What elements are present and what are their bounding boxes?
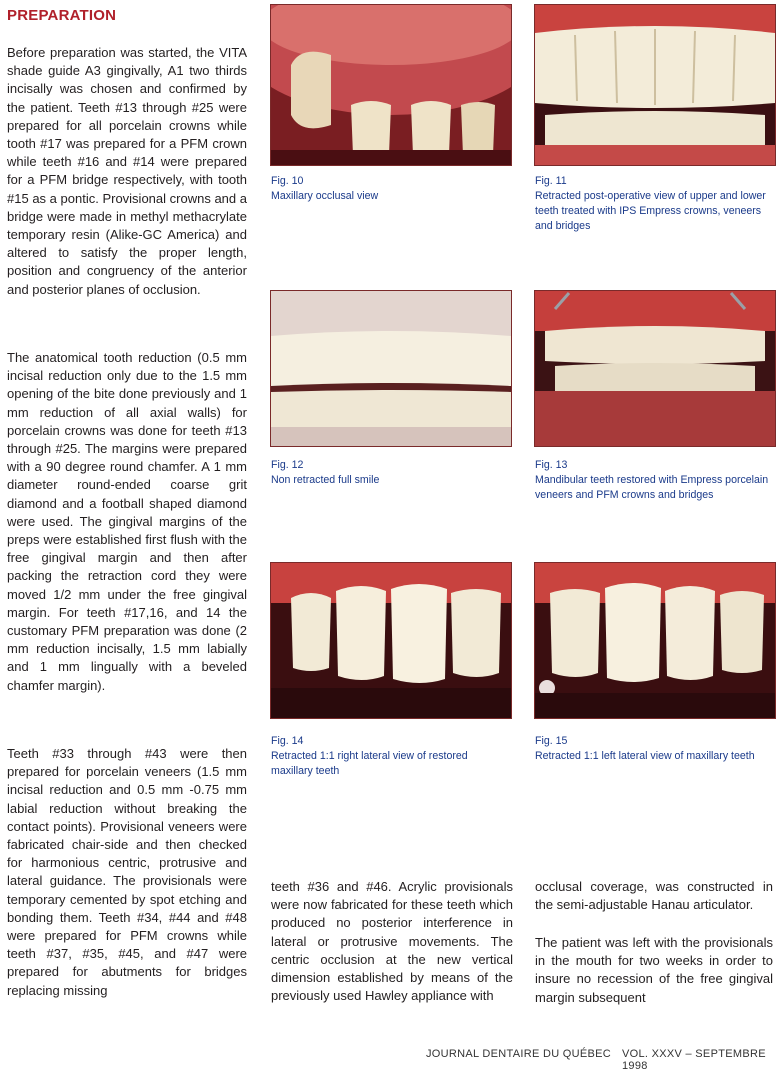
fig15-caption bbox=[535, 734, 775, 764]
fig14-caption bbox=[271, 734, 511, 779]
fig12-number: Fig. 12 bbox=[271, 459, 304, 471]
fig11-number: Fig. 11 bbox=[535, 175, 567, 187]
footer-journal-name: JOURNAL DENTAIRE DU QUÉBEC bbox=[426, 1048, 612, 1060]
fig14-caption-text: Retracted 1:1 right lateral view of restored maxillary teeth bbox=[271, 750, 468, 777]
body-paragraph-4: teeth #36 and #46. Acrylic provisionals were now fabricated for these teeth which produced no posterior interference in lateral or protrusive movements. The centric occlusion at the new vertical dimension established by means of the previously used Hawley appliance with bbox=[271, 879, 513, 1004]
fig10-caption-text: Maxillary occlusal view bbox=[271, 190, 379, 202]
fig11-caption-text: Retracted post-operative view of upper and lower teeth treated with IPS Empress crowns, veneers and bridges bbox=[535, 190, 766, 232]
fig12-caption bbox=[271, 458, 511, 488]
fig10-caption bbox=[271, 174, 511, 204]
fig13-number: Fig. 13 bbox=[535, 459, 568, 471]
fig11-photo bbox=[534, 4, 776, 166]
fig14-photo bbox=[270, 562, 512, 719]
fig13-caption bbox=[535, 458, 775, 503]
body-paragraph-2: The anatomical tooth reduction (0.5 mm incisal reduction only due to the 1.5 mm opening of the bite done previously and 1 mm reduction of all axial walls) for porcelain crowns was done for teeth #13 through #25. The margins were prepared with a 90 degree round chamfer. A 1 mm diameter round-ended coarse grit diamond and a football shaped diamond were used. The gingival margins of the preps were established first flush with the free gingival margin and then after packing the retraction cord they were moved 1/2 mm under the free gingival margin. For teeth #17,16, and 14 the customary PFM preparation was done (2 mm reduction incisally, 1.5 mm labially and 1 mm lingually with a beveled chamfer margin). bbox=[7, 350, 247, 693]
fig15-number: Fig. 15 bbox=[535, 735, 568, 747]
body-paragraph-5: occlusal coverage, was constructed in the semi-adjustable Hanau articulator. bbox=[535, 879, 773, 913]
body-paragraph-6: The patient was left with the provisionals in the mouth for two weeks in order to insure no recession of the free gingival margin subsequent bbox=[535, 935, 773, 1005]
fig12-caption-text: Non retracted full smile bbox=[271, 474, 380, 486]
fig10-photo bbox=[270, 4, 512, 166]
fig12-photo bbox=[270, 290, 512, 447]
fig13-photo bbox=[534, 290, 776, 447]
fig13-caption-text: Mandibular teeth restored with Empress porcelain veneers and PFM crowns and bridges bbox=[535, 474, 769, 501]
section-heading: PREPARATION bbox=[7, 7, 117, 24]
body-paragraph-3: Teeth #33 through #43 were then prepared for porcelain veneers (1.5 mm incisal reduction and 0.5 mm -0.75 mm labial reduction without breaking the contact points). Provisional veneers were fabricated chair-side and then checked for harmonious centric, protrusive and lateral guidance. The provisionals were temporary cemented by spot etching and bonding them. Teeth #34, #44 and #48 were prepared for PFM crowns while teeth #37, #35, #45, and #47 were prepared for abutments for bridges replacing missing bbox=[7, 746, 247, 998]
fig11-caption bbox=[535, 174, 775, 234]
body-paragraph-1: Before preparation was started, the VITA shade guide A3 gingivally, A1 two thirds incisally was chosen and confirmed by the patient. Teeth #13 through #25 were prepared for all porcelain crowns while tooth #17 was prepared for a PFM crown while teeth #16 and #14 were prepared for a PFM bridge respectively, with tooth #15 as a pontic. Provisional crowns and a bridge were made in methyl methacrylate temporary resin (Alike-GC America) and altered to satisfy the proper length, position and congruency of the anterior and posterior planes of occlusion. bbox=[7, 45, 247, 297]
fig15-caption-text: Retracted 1:1 left lateral view of maxillary teeth bbox=[535, 750, 755, 762]
fig10-number: Fig. 10 bbox=[271, 175, 304, 187]
fig14-number: Fig. 14 bbox=[271, 735, 304, 747]
fig15-photo bbox=[534, 562, 776, 719]
footer-volume: VOL. XXXV – SEPTEMBRE 1998 bbox=[622, 1048, 766, 1072]
